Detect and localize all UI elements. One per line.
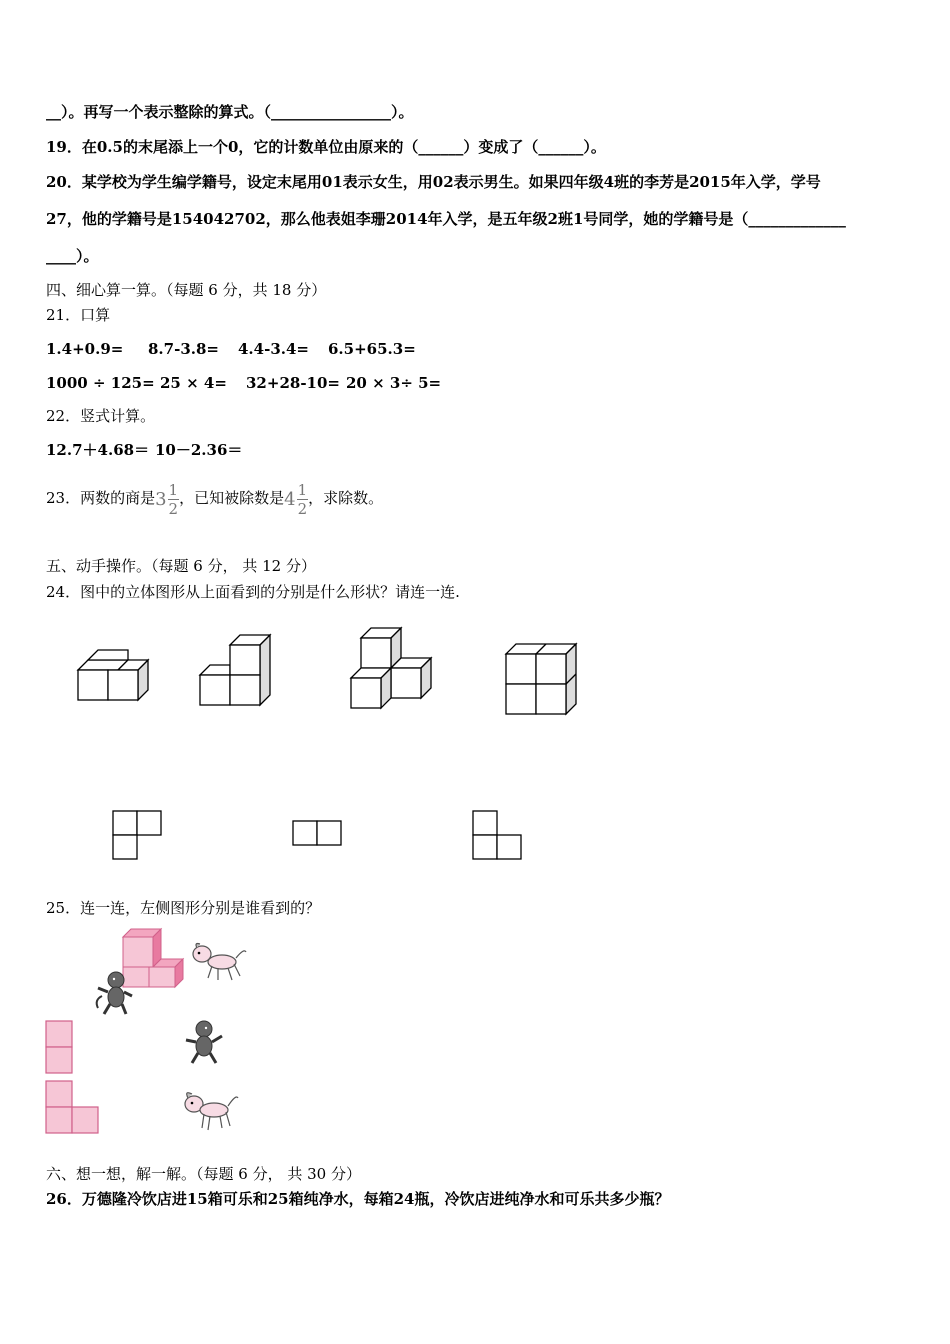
mixed-fraction: 3 $\frac{1}{2}$ — [155, 481, 179, 518]
mixed-fraction: 4 $\frac{1}{2}$ — [284, 481, 308, 518]
monkey-icon — [92, 970, 136, 1018]
oral-item: 8.7-3.8= — [148, 340, 219, 358]
oral-item: 6.5+65.3= — [328, 340, 416, 358]
cube-figure-1 — [70, 645, 160, 710]
cube-figure-3 — [345, 622, 440, 712]
top-view-2 — [290, 818, 345, 850]
q19: 19．在0.5的末尾添上一个0，它的计数单位由原来的（______）变成了（______）。 — [46, 138, 606, 156]
q23 — [46, 475, 383, 521]
section-5-heading: 五、动手操作。（每题 6 分， 共 12 分） — [46, 557, 316, 575]
section-4-heading: 四、细心算一算。（每题 6 分，共 18 分） — [46, 281, 327, 299]
oral-item: 25 × 4= — [160, 374, 227, 392]
monkey-icon — [180, 1018, 226, 1066]
oral-item: 4.4-3.4= — [238, 340, 309, 358]
dog-icon — [180, 1088, 242, 1134]
q26: 26．万德隆冷饮店进15箱可乐和25箱纯净水，每箱24瓶，冷饮店进纯净水和可乐共多少瓶？ — [46, 1190, 670, 1208]
top-view-3 — [470, 808, 525, 860]
q23-text: ，求除数。 — [308, 489, 384, 507]
pink-view-2 — [45, 1080, 101, 1136]
oral-item: 1.4+0.9= — [46, 340, 124, 358]
q24: 24．图中的立体图形从上面看到的分别是什么形状？请连一连. — [46, 583, 460, 601]
dog-icon — [188, 940, 250, 984]
top-view-1 — [110, 808, 165, 860]
vertical-item: 10－2.36＝ — [155, 441, 243, 459]
cube-figure-2 — [192, 628, 282, 708]
pink-view-1 — [45, 1020, 75, 1075]
oral-item: 32+28-10= — [246, 374, 340, 392]
q20-line2: 27，他的学籍号是154042702，那么他表姐李珊2014年入学，是五年级2班1号同学，她的学籍号是（_____________ — [46, 210, 846, 228]
q21: 21．口算 — [46, 306, 111, 324]
vertical-item: 12.7＋4.68＝ — [46, 441, 150, 459]
q20-line1: 20．某学校为学生编学籍号，设定末尾用01表示女生，用02表示男生。如果四年级4班的李芳是2015年入学，学号 — [46, 173, 821, 191]
q23-text: 23．两数的商是 — [46, 489, 156, 507]
section-6-heading: 六、想一想，解一解。（每题 6 分， 共 30 分） — [46, 1165, 361, 1183]
oral-item: 20 × 3÷ 5= — [346, 374, 442, 392]
oral-item: 1000 ÷ 125= — [46, 374, 155, 392]
q18-tail: __）。再写一个表示整除的算式。（________________）。 — [46, 103, 414, 121]
q20-line3: ____）。 — [46, 247, 99, 265]
q22: 22．竖式计算。 — [46, 407, 156, 425]
cube-figure-4 — [500, 640, 585, 720]
q25: 25．连一连，左侧图形分别是谁看到的？ — [46, 899, 321, 917]
q23-text: ，已知被除数是 — [179, 489, 285, 507]
